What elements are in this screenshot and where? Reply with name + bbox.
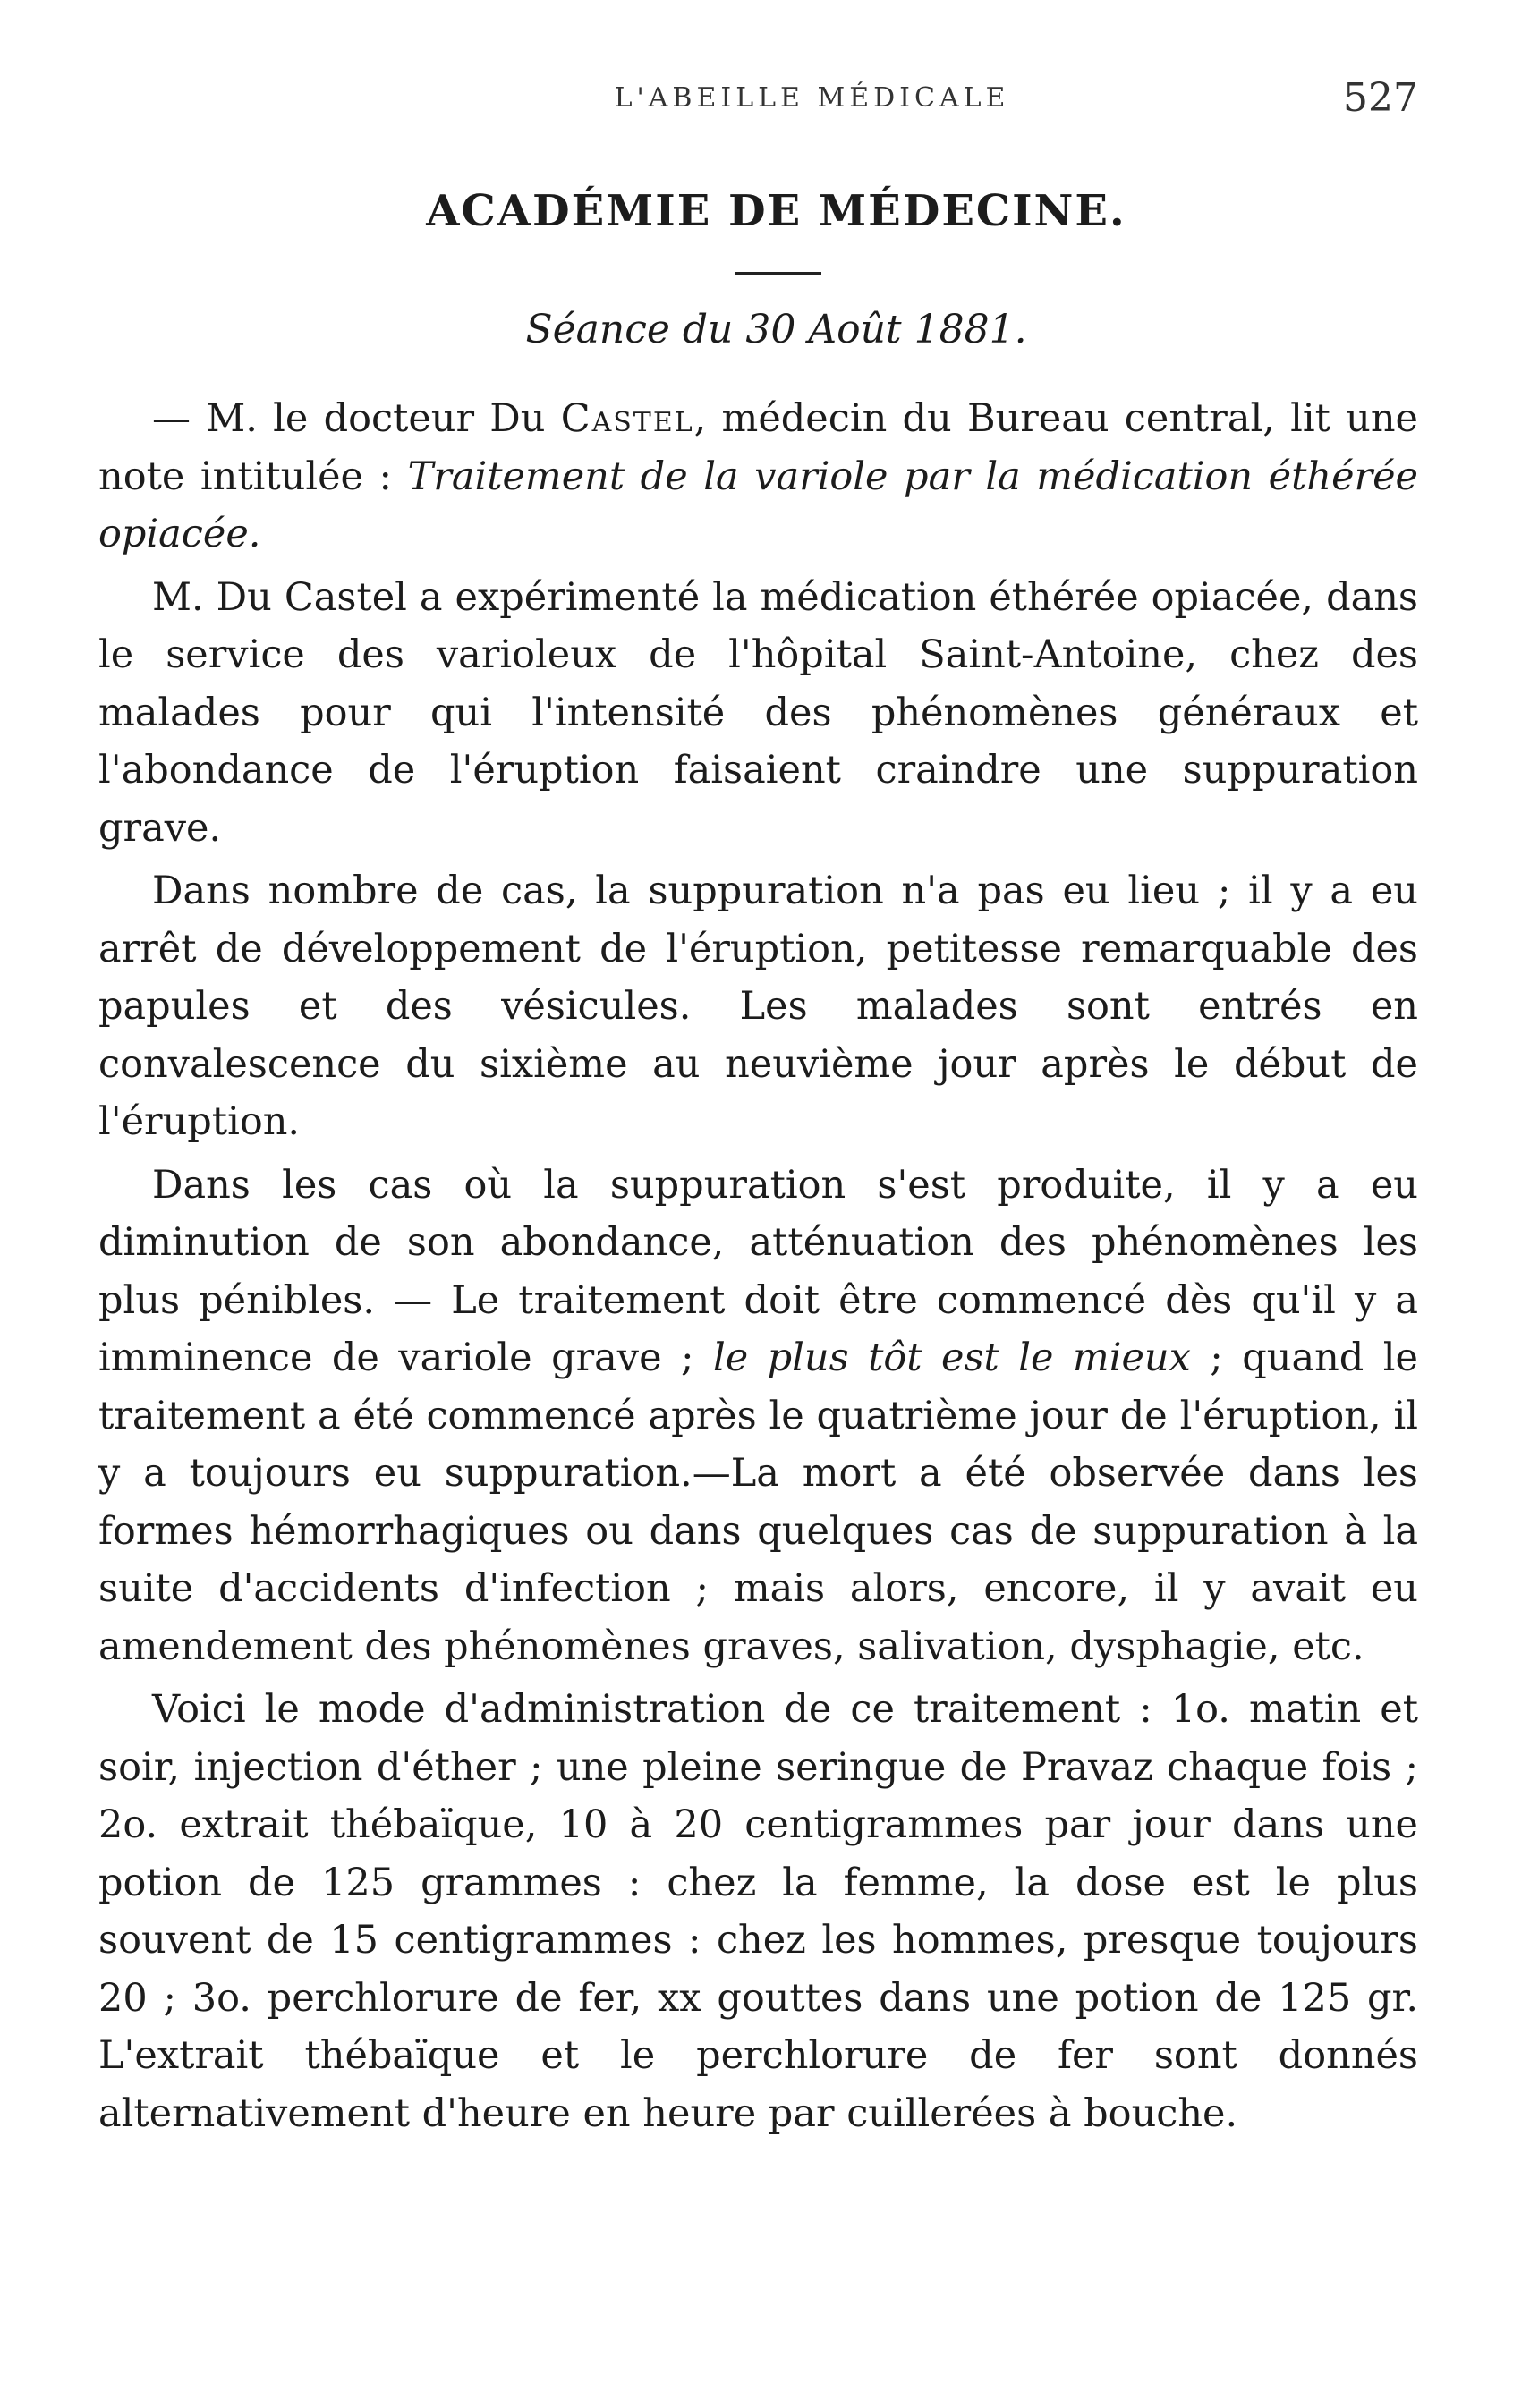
running-title: L'ABEILLE MÉDICALE — [614, 82, 1010, 114]
paragraph-5: Voici le mode d'administration de ce traitement : 1o. matin et soir, injection d'éther ; une pleine seringue de Pravaz chaque fois ; 2o. extrait thébaïque, 10 à 20 centigrammes par jour dans une potion de 125 grammes : chez la femme, la dose est le plus souvent de 15 centigrammes : chez les hommes, presque toujours 20 ; 3o. perchlorure de fer, xx gouttes dans une potion de 125 gr. L'extrait thébaïque et le perchlorure de fer sont donnés alternativement d'heure en heure par cuillerées à bouche. — [98, 1687, 1418, 2136]
paragraph-3: Dans nombre de cas, la suppuration n'a pas eu lieu ; il y a eu arrêt de développement de l'éruption, petitesse remarquable des papules et des vésicules. Les malades sont entrés en convalescence du sixième au neuvième jour après le début de l'éruption. — [98, 869, 1418, 1144]
paragraph-4 — [98, 1157, 1418, 1676]
journal-page — [98, 63, 1418, 2353]
section-heading: ACADÉMIE DE MÉDECINE. — [426, 186, 1126, 236]
heading-rule — [735, 272, 821, 275]
paragraph-2: M. Du Castel a expérimenté la médication éthérée opiacée, dans le service des varioleux de l'hôpital Saint-Antoine, chez des malades pour qui l'intensité des phénomènes généraux et l'abondance de l'éruption faisaient craindre une suppuration grave. — [98, 574, 1418, 851]
paragraph-1-text: , médecin du Bureau central, lit une note intitulée : — [98, 396, 1418, 499]
note-title: Traitement de la variole par la médication éthérée opiacée. — [98, 454, 1418, 556]
author-name: Castel — [560, 396, 694, 441]
paragraph-4-end: ; quand le traitement a été commencé après le quatrième jour de l'éruption, il y a toujours eu suppuration.—La mort a été observée dans les formes hémorrhagiques ou dans quelques cas de suppuration à la suite d'accidents d'infection ; mais alors, encore, il y avait eu amendement des phénomènes graves, salivation, dysphagie, etc. — [98, 1335, 1418, 1669]
paragraph-1 — [98, 390, 1418, 564]
running-head — [98, 63, 1418, 143]
page-number: 527 — [1343, 75, 1418, 121]
article-body — [98, 390, 1418, 2142]
session-date: Séance du 30 Août 1881. — [525, 307, 1027, 352]
paragraph-1-intro: — M. le docteur Du — [152, 396, 561, 441]
paragraph-4-italic: le plus tôt est le mieux — [712, 1335, 1191, 1380]
paragraph-4-start: Dans les cas où la suppuration s'est produite, il y a eu diminution de son abondance, atténuation des phénomènes les plus pénibles. — Le traitement doit être commencé dès qu'il y a imminence de variole grave ; — [98, 1162, 1418, 1380]
